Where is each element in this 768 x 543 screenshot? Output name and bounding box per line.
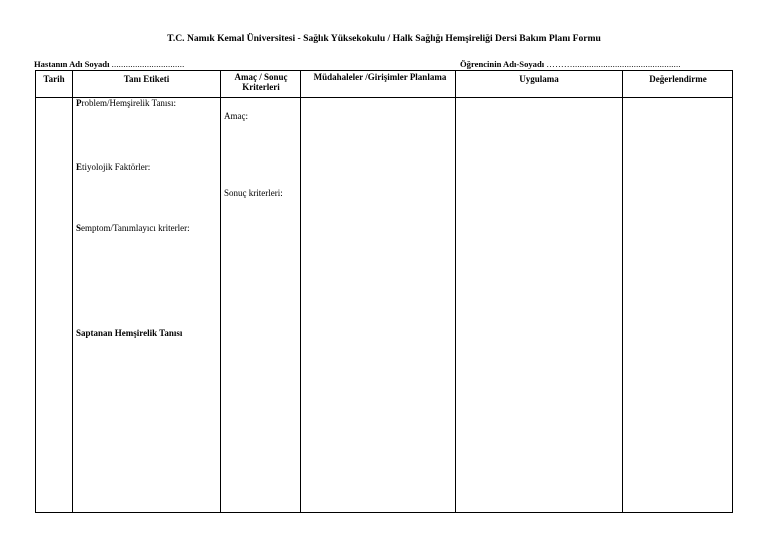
care-plan-table <box>35 70 733 513</box>
student-name-blank: ……….............................................. <box>546 59 681 69</box>
header-tarih: Tarih <box>43 74 65 84</box>
column-divider <box>622 71 623 512</box>
outcome-criteria-label: Sonuç kriterleri: <box>224 188 283 198</box>
form-title: T.C. Namık Kemal Üniversitesi - Sağlık Yüksekokulu / Halk Sağlığı Hemşireliği Dersi Bakım Planı Formu <box>167 33 601 44</box>
column-divider <box>300 71 301 512</box>
student-name-label: Öğrencinin Adı-Soyadı <box>460 59 545 69</box>
patient-name-field <box>34 59 184 69</box>
student-name-field <box>460 59 681 69</box>
symptom-label: Semptom/Tanımlayıcı kriterler: <box>76 223 190 233</box>
header-mudahaleler: Müdahaleler /Girişimler Planlama <box>313 72 447 82</box>
patient-name-blank: ............................... <box>111 59 185 69</box>
column-divider <box>72 71 73 512</box>
problem-diagnosis-label: Problem/Hemşirelik Tanısı: <box>76 98 176 108</box>
header-amac-sonuc: Amaç / Sonuç Kriterleri <box>234 72 288 92</box>
determined-diagnosis-label: Saptanan Hemşirelik Tanısı <box>76 328 183 338</box>
header-uygulama: Uygulama <box>519 74 559 84</box>
goal-label: Amaç: <box>224 111 248 121</box>
patient-name-label: Hastanın Adı Soyadı <box>34 59 110 69</box>
column-divider <box>455 71 456 512</box>
header-degerlendirme: Değerlendirme <box>649 74 707 84</box>
column-divider <box>220 71 221 512</box>
header-tani-etiketi: Tanı Etiketi <box>123 74 170 84</box>
etiology-label: Etiyolojik Faktörler: <box>76 162 151 172</box>
